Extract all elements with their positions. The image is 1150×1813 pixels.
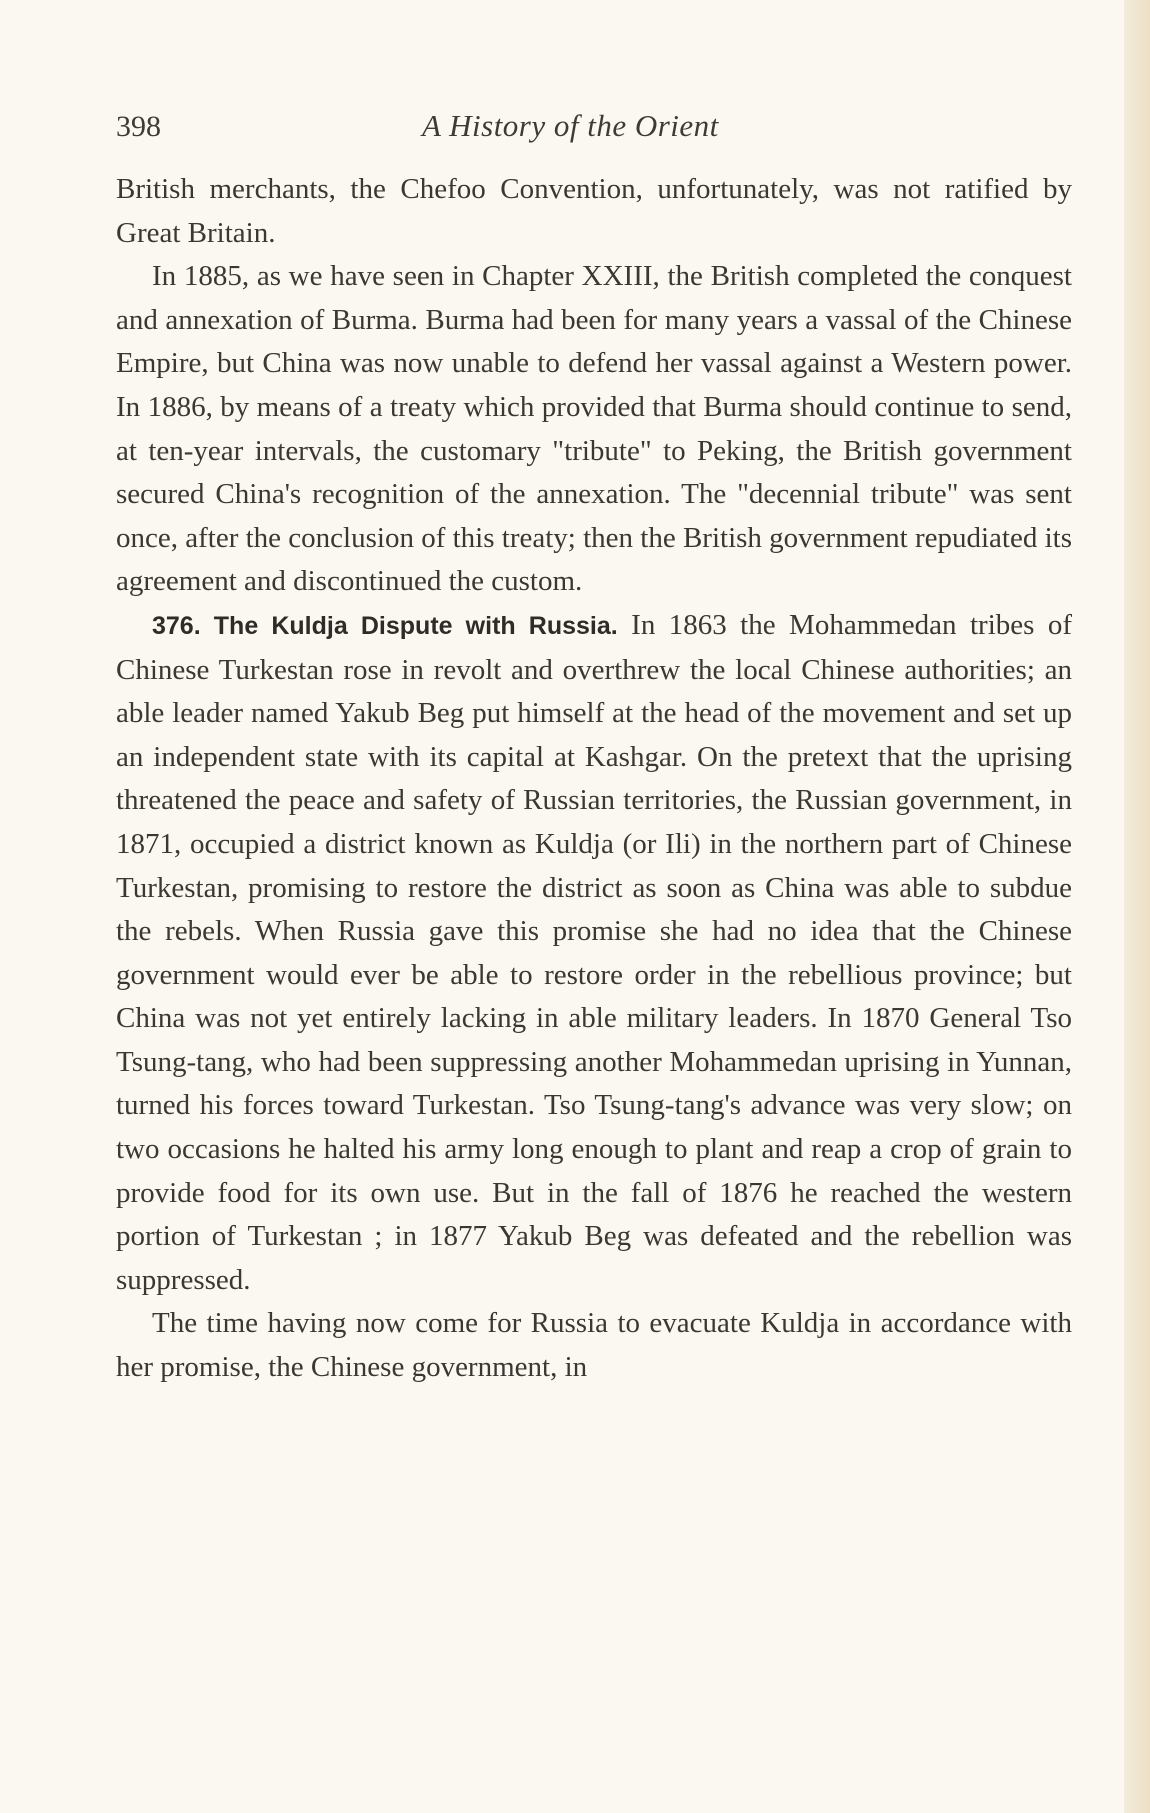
page-header	[116, 104, 1072, 154]
page-number: 398	[116, 110, 161, 143]
running-title: A History of the Orient	[422, 108, 719, 143]
paragraph-burma: In 1885, as we have seen in Chapter XXIII, the British completed the conquest and annexation of Burma. Burma had been for many years a vassal of the Chinese Empire, but China was now unable to defend her vassal against a Western power. In 1886, by means of a treaty which provided that Burma should continue to send, at ten-year intervals, the customary "tribute" to Peking, the British government secured China's recognition of the annexation. The "decennial tribute" was sent once, after the conclusion of this treaty; then the British government repudiated its agreement and discontinued the custom.	[116, 260, 1072, 598]
paragraph-evacuation: The time having now come for Russia to evacuate Kuldja in accordance with her promise, the Chinese government, in	[116, 1307, 1072, 1384]
paragraph-kuldja	[116, 604, 1072, 1303]
paragraph-continuation: British merchants, the Chefoo Convention, unfortunately, was not ratified by Great Britain.	[116, 173, 1072, 249]
paragraph-kuldja-text: In 1863 the Mohammedan tribes of Chinese Turkestan rose in revolt and overthrew the local Chinese authorities; an able leader named Yakub Beg put himself at the head of the movement and set up an independent state with its capital at Kashgar. On the pretext that the uprising threatened the peace and safety of Russian territories, the Russian government, in 1871, occupied a district known as Kuldja (or Ili) in the northern part of Chinese Turkestan, promising to restore the district as soon as China was able to subdue the rebels. When Russia gave this promise she had no idea that the Chinese government would ever be able to restore order in the rebellious province; but China was not yet entirely lacking in able military leaders. In 1870 General Tso Tsung-tang, who had been suppressing another Mohammedan uprising in Yunnan, turned his forces toward Turkestan. Tso Tsung-tang's advance was very slow; on two occasions he halted his army long enough to plant and reap a crop of grain to provide food for its own use. But in the fall of 1876 he reached the western portion of Turkestan ; in 1877 Yakub Beg was defeated and the rebellion was suppressed.	[116, 608, 1072, 1296]
page-edge	[1124, 0, 1150, 1813]
section-heading: 376. The Kuldja Dispute with Russia.	[152, 611, 618, 640]
body-text	[116, 168, 1072, 1390]
